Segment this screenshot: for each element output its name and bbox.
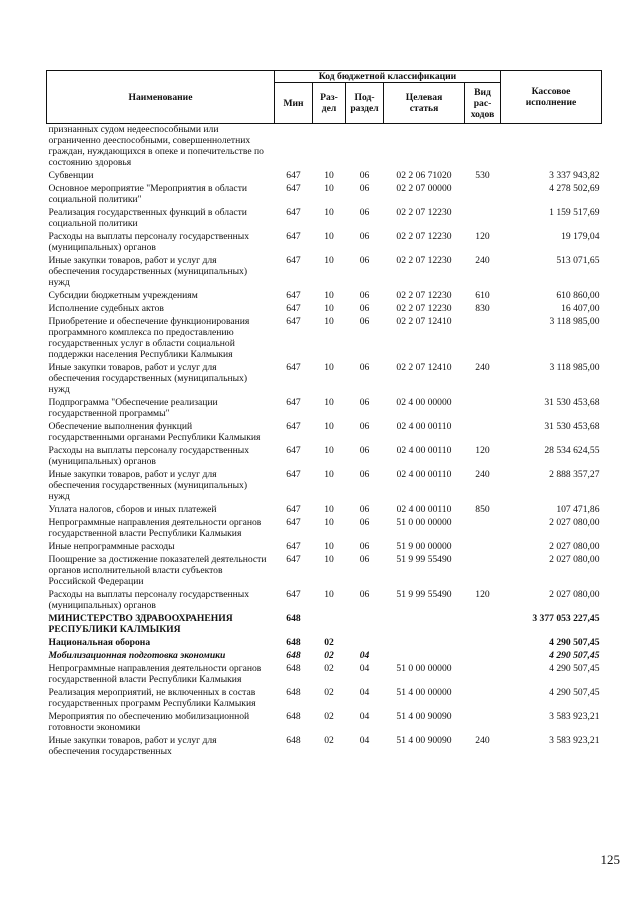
row-subsection-cell: 06	[359, 207, 370, 218]
row-section-cell: 02	[324, 663, 334, 674]
row-ministry-cell	[275, 124, 313, 169]
row-name-cell: Подпрограмма "Обеспечение реализации государственной программы"	[48, 397, 218, 419]
row-subsection-cell: 06	[359, 445, 370, 456]
row-expense-type-cell	[465, 635, 501, 648]
row-subsection-cell: 06	[359, 589, 370, 600]
row-cash-execution-cell: 3 118 985,00	[549, 362, 600, 373]
header-target-article-label: Целевая статья	[405, 92, 443, 114]
row-section-cell: 10	[324, 207, 334, 218]
header-subsection-label: Под- раздел	[350, 92, 379, 114]
header-expense-type	[465, 83, 501, 124]
row-cash-execution-cell: 16 407,00	[561, 303, 600, 314]
row-section-cell: 10	[324, 517, 334, 528]
row-cash-execution-cell: 4 290 507,45	[549, 663, 600, 674]
table-row	[47, 685, 602, 709]
row-target-article-cell: 51 0 00 00000	[396, 663, 452, 674]
row-cash-execution-cell: 2 027 080,00	[549, 589, 600, 600]
row-cash-execution-cell: 4 290 507,45	[549, 687, 600, 698]
row-target-article-cell	[384, 635, 465, 648]
row-expense-type-cell	[465, 419, 501, 443]
row-ministry-cell: 648	[286, 687, 301, 698]
row-section-cell: 10	[324, 554, 334, 565]
row-subsection-cell: 04	[359, 650, 370, 661]
row-cash-execution-cell: 19 179,04	[561, 231, 600, 242]
row-target-article-cell: 02 2 07 12410	[396, 362, 452, 373]
row-name-cell: Расходы на выплаты персоналу государственных (муниципальных) органов	[48, 589, 250, 611]
table-header	[47, 71, 602, 124]
row-section-cell: 10	[324, 183, 334, 194]
row-name-cell: Национальная оборона	[48, 637, 151, 648]
header-ministry: Мин	[275, 83, 313, 124]
row-cash-execution-cell: 3 583 923,21	[549, 735, 600, 746]
row-ministry-cell: 648	[286, 735, 301, 746]
table-row	[47, 314, 602, 360]
table-row	[47, 539, 602, 552]
row-target-article-cell: 51 9 99 55490	[396, 589, 452, 600]
row-expense-type-cell	[465, 552, 501, 587]
row-subsection-cell: 04	[359, 687, 370, 698]
row-expense-type-cell	[465, 539, 501, 552]
row-ministry-cell: 648	[286, 613, 301, 624]
row-name-cell: МИНИСТЕРСТВО ЗДРАВООХРАНЕНИЯ РЕСПУБЛИКИ КАЛМЫКИЯ	[48, 613, 233, 635]
row-subsection-cell: 06	[359, 469, 370, 480]
row-target-article-cell: 02 4 00 00110	[396, 421, 452, 432]
row-expense-type-cell	[465, 395, 501, 419]
row-name-cell: Исполнение судебных актов	[48, 303, 164, 314]
row-target-article-cell: 02 4 00 00110	[396, 504, 452, 515]
row-subsection-cell: 06	[359, 255, 370, 266]
row-name-cell: Иные закупки товаров, работ и услуг для обеспечения государственных (муниципальных) нужд	[48, 469, 248, 502]
table-row	[47, 205, 602, 229]
row-section-cell: 10	[324, 316, 334, 327]
table-row	[47, 360, 602, 395]
row-expense-type-cell	[465, 648, 501, 661]
header-subsection	[346, 83, 384, 124]
row-ministry-cell: 648	[286, 663, 301, 674]
table-row	[47, 467, 602, 502]
row-cash-execution-cell: 513 071,65	[556, 255, 600, 266]
row-target-article-cell: 02 2 07 12230	[396, 231, 452, 242]
table-row	[47, 635, 602, 648]
header-target-article	[384, 83, 465, 124]
row-target-article-cell: 02 4 00 00110	[396, 445, 452, 456]
row-subsection-cell: 06	[359, 554, 370, 565]
row-ministry-cell: 647	[286, 183, 301, 194]
row-section-cell: 10	[324, 541, 334, 552]
row-cash-execution-cell: 28 534 624,55	[544, 445, 600, 456]
row-target-article-cell: 02 2 06 71020	[396, 170, 452, 181]
table-row	[47, 733, 602, 757]
row-cash-execution-cell: 31 530 453,68	[544, 397, 600, 408]
row-ministry-cell: 647	[286, 362, 301, 373]
row-ministry-cell: 647	[286, 255, 301, 266]
row-section-cell: 10	[324, 303, 334, 314]
row-section-cell: 10	[324, 589, 334, 600]
row-cash-execution-cell: 2 027 080,00	[549, 517, 600, 528]
row-name-cell: Мобилизационная подготовка экономики	[48, 650, 226, 661]
row-subsection-cell: 04	[359, 711, 370, 722]
row-cash-execution-cell: 2 888 357,27	[549, 469, 600, 480]
row-cash-execution-cell: 4 278 502,69	[549, 183, 600, 194]
row-ministry-cell: 647	[286, 445, 301, 456]
row-section-cell: 10	[324, 445, 334, 456]
row-target-article-cell: 51 0 00 00000	[396, 517, 452, 528]
header-classification-code: Код бюджетной классификации	[275, 71, 501, 83]
row-name-cell: Иные закупки товаров, работ и услуг для обеспечения государственных (муниципальных) нужд	[48, 255, 248, 288]
row-target-article-cell: 02 2 07 00000	[396, 183, 452, 194]
row-section-cell: 10	[324, 504, 334, 515]
row-ministry-cell: 647	[286, 207, 301, 218]
row-subsection-cell: 04	[359, 735, 370, 746]
row-subsection-cell: 06	[359, 183, 370, 194]
row-expense-type-cell	[465, 709, 501, 733]
table-row	[47, 229, 602, 253]
row-name-cell: Обеспечение выполнения функций государственными органами Республики Калмыкия	[48, 421, 261, 443]
row-section-cell: 10	[324, 290, 334, 301]
table-row	[47, 502, 602, 515]
row-section-cell: 10	[324, 397, 334, 408]
row-expense-type-cell: 240	[475, 735, 490, 746]
row-ministry-cell: 647	[286, 421, 301, 432]
row-ministry-cell: 647	[286, 303, 301, 314]
row-subsection-cell: 06	[359, 303, 370, 314]
page-number: 125	[600, 852, 620, 867]
row-section-cell: 02	[324, 650, 334, 661]
row-expense-type-cell: 530	[475, 170, 490, 181]
table-row	[47, 253, 602, 288]
row-ministry-cell: 648	[286, 650, 301, 661]
row-name-cell: Уплата налогов, сборов и иных платежей	[48, 504, 217, 515]
table-body	[47, 124, 602, 758]
row-section-cell: 10	[324, 255, 334, 266]
row-subsection-cell: 06	[359, 231, 370, 242]
row-subsection-cell: 06	[359, 504, 370, 515]
row-target-article-cell	[384, 611, 465, 635]
row-expense-type-cell: 120	[475, 231, 490, 242]
table-row	[47, 443, 602, 467]
row-ministry-cell: 647	[286, 469, 301, 480]
row-name-cell: Основное мероприятие "Мероприятия в области социальной политики"	[48, 183, 248, 205]
row-ministry-cell: 647	[286, 589, 301, 600]
row-target-article-cell: 02 2 07 12230	[396, 207, 452, 218]
row-subsection-cell: 06	[359, 421, 370, 432]
row-expense-type-cell	[465, 611, 501, 635]
row-ministry-cell: 647	[286, 554, 301, 565]
table-row	[47, 709, 602, 733]
row-name-cell: Иные непрограммные расходы	[48, 541, 175, 552]
row-ministry-cell: 647	[286, 541, 301, 552]
row-cash-execution-cell: 31 530 453,68	[544, 421, 600, 432]
row-section-cell	[313, 611, 346, 635]
row-section-cell: 02	[324, 711, 334, 722]
table-row	[47, 552, 602, 587]
table-row	[47, 661, 602, 685]
row-subsection-cell: 06	[359, 517, 370, 528]
row-ministry-cell: 647	[286, 517, 301, 528]
row-section-cell: 02	[324, 637, 334, 648]
header-section	[313, 83, 346, 124]
row-target-article-cell: 02 2 07 12230	[396, 303, 452, 314]
table-row	[47, 611, 602, 635]
row-cash-execution-cell	[501, 124, 602, 169]
row-name-cell: Расходы на выплаты персоналу государственных (муниципальных) органов	[48, 231, 250, 253]
row-subsection-cell: 06	[359, 397, 370, 408]
row-ministry-cell: 648	[286, 637, 301, 648]
row-section-cell: 10	[324, 231, 334, 242]
row-ministry-cell: 647	[286, 316, 301, 327]
row-name-cell: Реализация мероприятий, не включенных в состав государственных программ Республики Калмыкия	[48, 687, 256, 709]
row-name-cell: Реализация государственных функций в области социальной политики	[48, 207, 247, 229]
row-cash-execution-cell: 4 290 507,45	[549, 637, 600, 648]
row-name-cell: Субвенции	[48, 170, 94, 181]
row-subsection-cell: 06	[359, 290, 370, 301]
row-subsection-cell	[346, 124, 384, 169]
row-expense-type-cell: 120	[475, 445, 490, 456]
row-name-cell: Субсидии бюджетным учреждениям	[48, 290, 198, 301]
row-target-article-cell: 51 9 00 00000	[396, 541, 452, 552]
row-name-cell: признанных судом недееспособными или ограниченно дееспособными, совершеннолетних граждан, нуждающихся в опеке и попечительстве по состоянию здоровья	[48, 124, 264, 168]
header-expense-type-label: Вид рас- ходов	[470, 86, 495, 120]
row-target-article-cell: 51 9 99 55490	[396, 554, 452, 565]
row-section-cell: 10	[324, 170, 334, 181]
row-section-cell: 10	[324, 469, 334, 480]
row-target-article-cell: 02 2 07 12230	[396, 290, 452, 301]
row-target-article-cell: 02 4 00 00110	[396, 469, 452, 480]
row-expense-type-cell	[465, 205, 501, 229]
row-expense-type-cell: 830	[475, 303, 490, 314]
row-ministry-cell: 647	[286, 397, 301, 408]
row-section-cell	[313, 124, 346, 169]
row-target-article-cell: 02 2 07 12230	[396, 255, 452, 266]
row-subsection-cell: 06	[359, 170, 370, 181]
row-cash-execution-cell: 1 159 517,69	[549, 207, 600, 218]
table-row	[47, 395, 602, 419]
row-expense-type-cell	[465, 124, 501, 169]
header-section-label: Раз- дел	[320, 92, 338, 114]
header-cash-execution	[501, 71, 602, 124]
table-row	[47, 648, 602, 661]
row-section-cell: 10	[324, 362, 334, 373]
row-section-cell: 10	[324, 421, 334, 432]
row-subsection-cell: 06	[359, 541, 370, 552]
row-expense-type-cell	[465, 685, 501, 709]
row-target-article-cell	[384, 648, 465, 661]
row-subsection-cell	[346, 611, 384, 635]
row-cash-execution-cell: 610 860,00	[556, 290, 600, 301]
row-expense-type-cell: 610	[475, 290, 490, 301]
row-expense-type-cell: 850	[475, 504, 490, 515]
row-cash-execution-cell: 2 027 080,00	[549, 541, 600, 552]
row-subsection-cell: 06	[359, 316, 370, 327]
row-name-cell: Мероприятия по обеспечению мобилизационной готовности экономики	[48, 711, 250, 733]
row-cash-execution-cell: 2 027 080,00	[549, 554, 600, 565]
table-row	[47, 124, 602, 169]
row-target-article-cell: 02 4 00 00000	[396, 397, 452, 408]
row-cash-execution-cell: 4 290 507,45	[549, 650, 600, 661]
row-name-cell: Непрограммные направления деятельности органов государственной власти Республики Калмыкия	[48, 517, 262, 539]
table-row	[47, 181, 602, 205]
row-name-cell: Приобретение и обеспечение функционирования программного комплекса по предоставлению государственных услуг в области социальной поддержки населения Республики Калмыкия	[48, 316, 250, 360]
row-section-cell: 02	[324, 735, 334, 746]
row-name-cell: Расходы на выплаты персоналу государственных (муниципальных) органов	[48, 445, 250, 467]
row-ministry-cell: 647	[286, 290, 301, 301]
row-target-article-cell	[384, 124, 465, 169]
row-name-cell: Непрограммные направления деятельности органов государственной власти Республики Калмыкия	[48, 663, 262, 685]
row-expense-type-cell: 240	[475, 255, 490, 266]
row-name-cell: Иные закупки товаров, работ и услуг для обеспечения государственных	[48, 735, 217, 757]
row-target-article-cell: 02 2 07 12410	[396, 316, 452, 327]
row-cash-execution-cell: 3 118 985,00	[549, 316, 600, 327]
row-name-cell: Иные закупки товаров, работ и услуг для обеспечения государственных (муниципальных) нужд	[48, 362, 248, 395]
table-row	[47, 419, 602, 443]
row-ministry-cell: 647	[286, 504, 301, 515]
row-ministry-cell: 647	[286, 170, 301, 181]
row-expense-type-cell: 120	[475, 589, 490, 600]
table-row	[47, 168, 602, 181]
row-section-cell: 02	[324, 687, 334, 698]
row-target-article-cell: 51 4 00 90090	[396, 711, 452, 722]
header-name: Наименование	[47, 71, 275, 124]
table-row	[47, 301, 602, 314]
row-name-cell: Поощрение за достижение показателей деятельности органов исполнительной власти субъектов Российской Федерации	[48, 554, 267, 587]
row-expense-type-cell	[465, 181, 501, 205]
row-target-article-cell: 51 4 00 00000	[396, 687, 452, 698]
row-subsection-cell: 04	[359, 663, 370, 674]
row-cash-execution-cell: 3 583 923,21	[549, 711, 600, 722]
row-expense-type-cell: 240	[475, 362, 490, 373]
row-cash-execution-cell: 107 471,86	[556, 504, 600, 515]
budget-table	[46, 70, 602, 757]
row-expense-type-cell	[465, 314, 501, 360]
row-target-article-cell: 51 4 00 90090	[396, 735, 452, 746]
row-cash-execution-cell: 3 377 053 227,45	[532, 613, 600, 624]
row-expense-type-cell	[465, 515, 501, 539]
header-cash-execution-label: Кассовое исполнение	[525, 86, 577, 108]
row-ministry-cell: 647	[286, 231, 301, 242]
table-row	[47, 587, 602, 611]
row-subsection-cell	[346, 635, 384, 648]
row-subsection-cell: 06	[359, 362, 370, 373]
row-expense-type-cell: 240	[475, 469, 490, 480]
row-ministry-cell: 648	[286, 711, 301, 722]
table-row	[47, 288, 602, 301]
table-row	[47, 515, 602, 539]
row-expense-type-cell	[465, 661, 501, 685]
row-cash-execution-cell: 3 337 943,82	[549, 170, 600, 181]
